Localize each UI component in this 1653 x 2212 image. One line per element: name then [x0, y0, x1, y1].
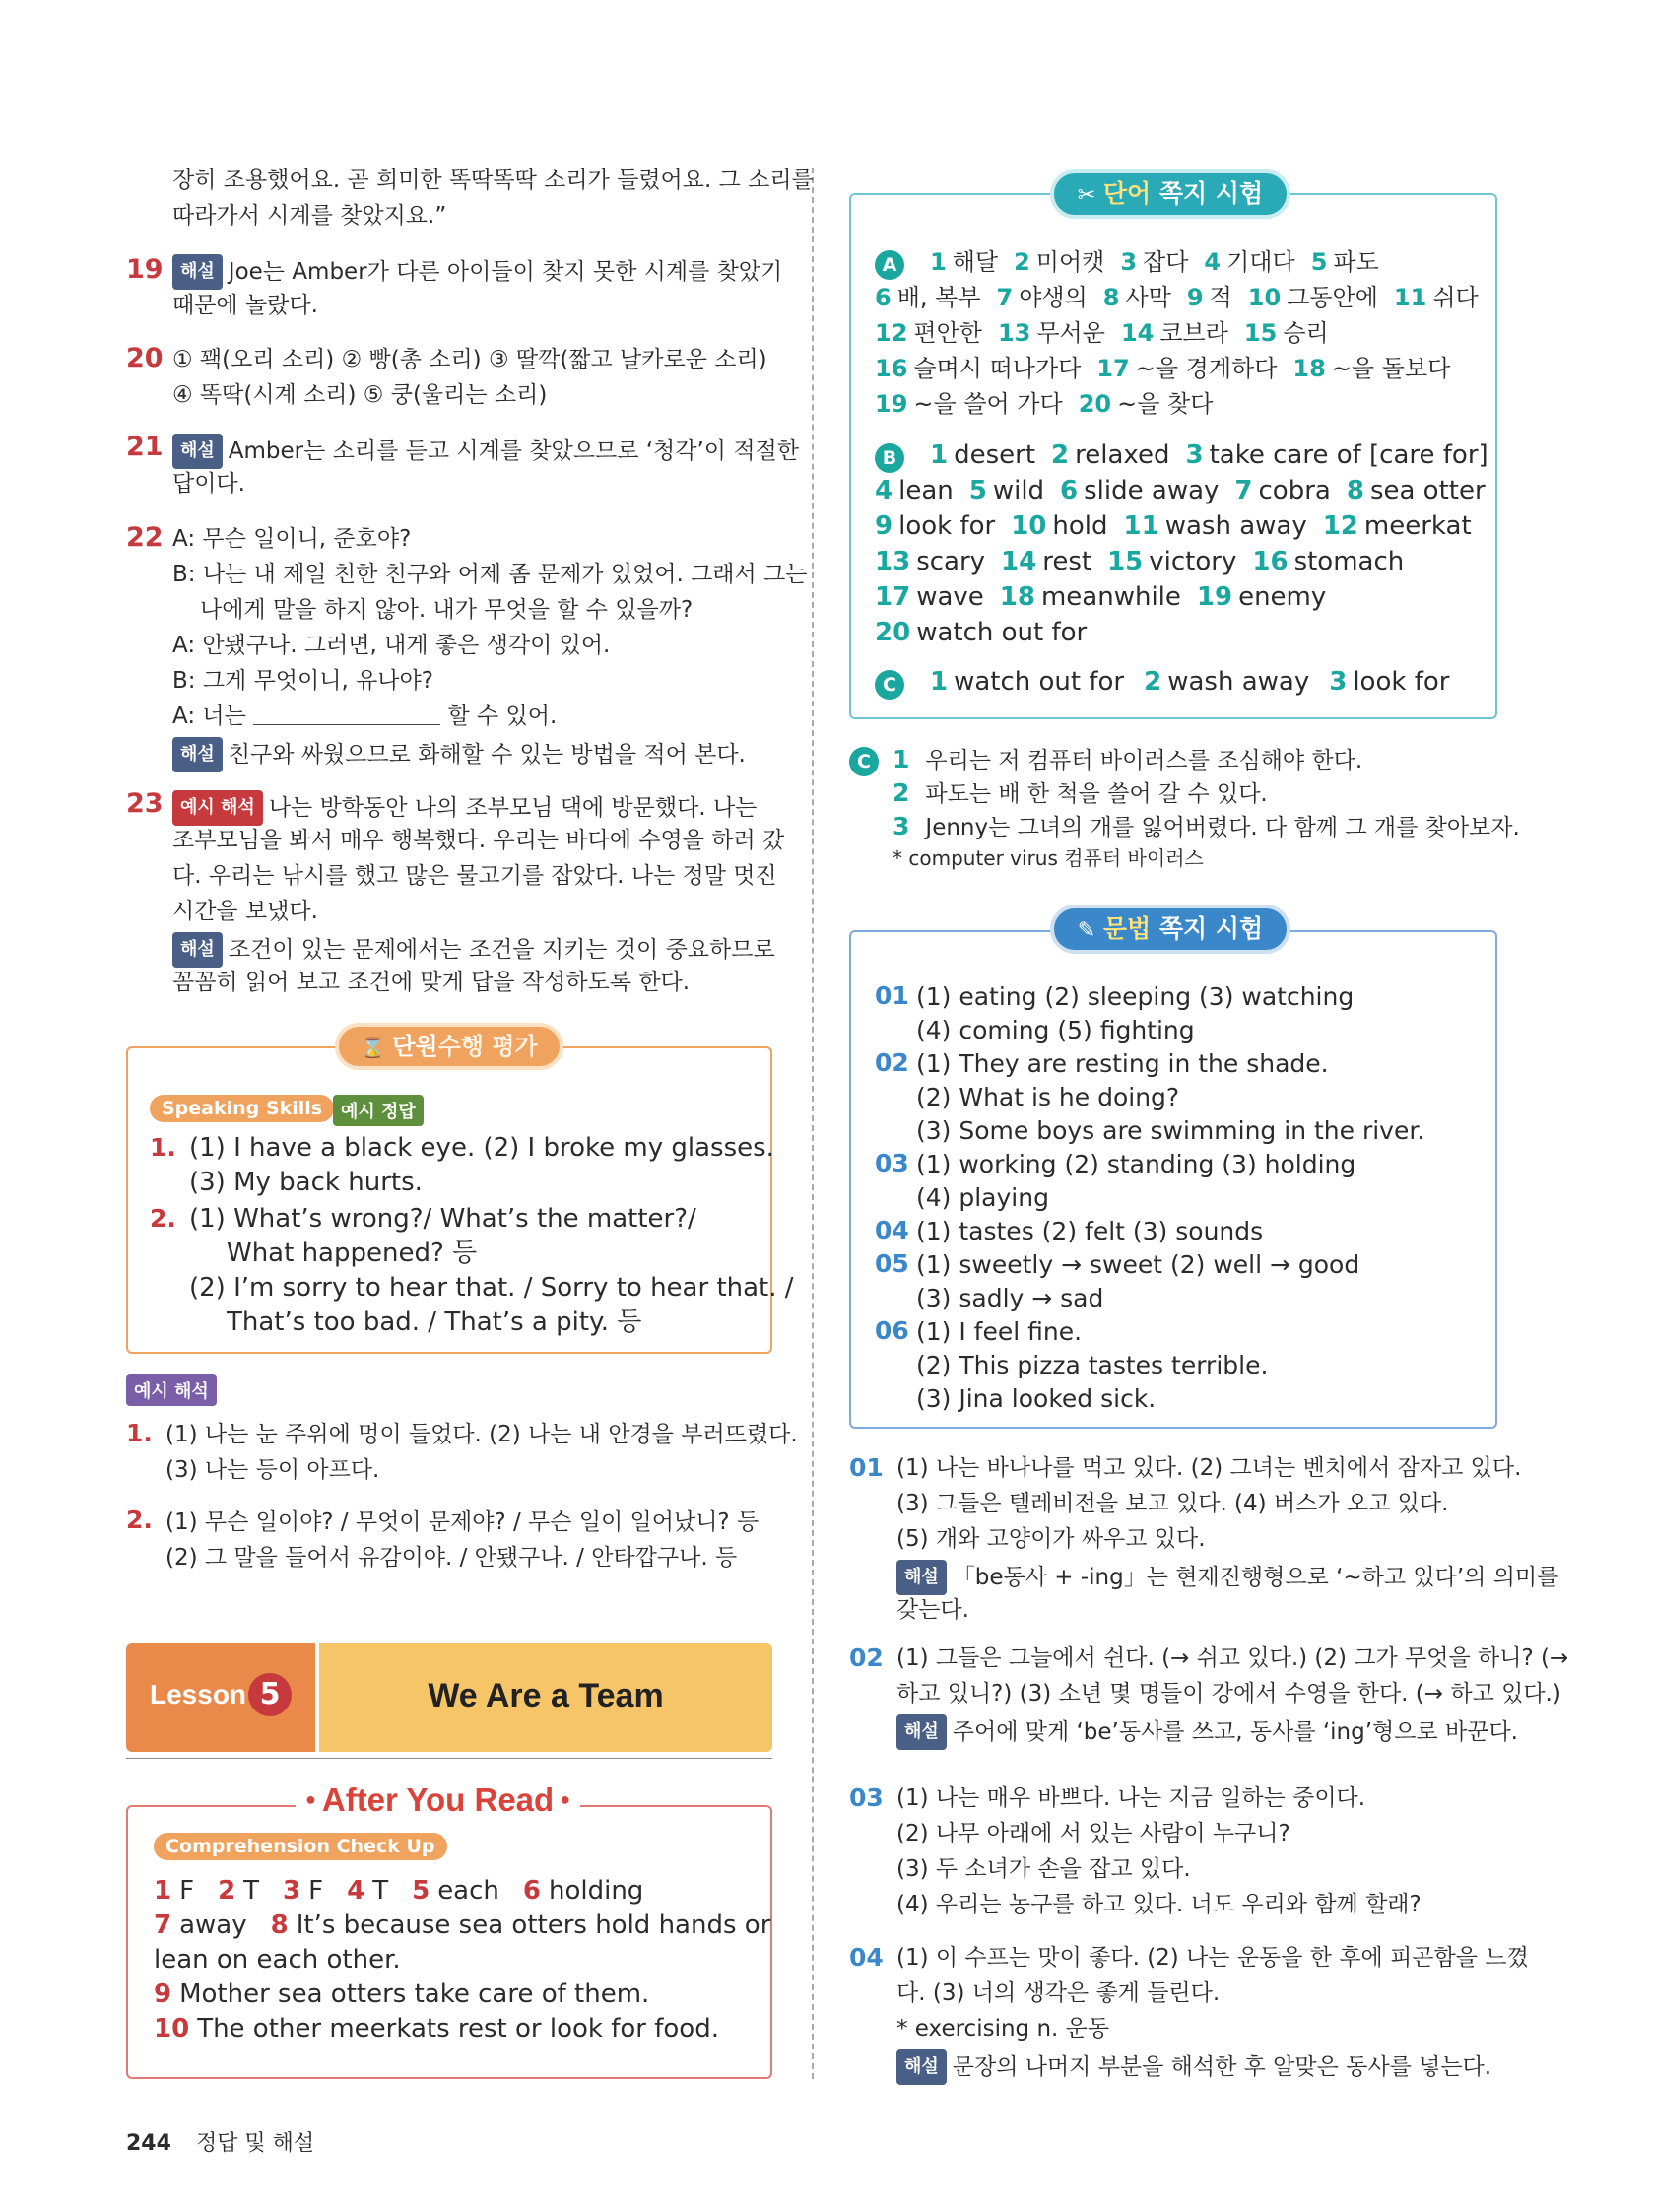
q23-line: 다. 우리는 낚시를 했고 많은 물고기를 잡았다. 나는 정말 멋진: [172, 863, 777, 889]
expl-line: * exercising n. 운동: [896, 2016, 1110, 2042]
vocab-word: meanwhile: [1040, 582, 1181, 612]
vocab-num: 17: [1096, 355, 1130, 382]
eval-line: That’s too bad. / That’s a pity. 등: [227, 1307, 642, 1337]
ctrans-line: [893, 812, 1520, 842]
vocab-word: rest: [1042, 547, 1092, 576]
vocab-word: cobra: [1258, 476, 1331, 505]
vocab-word: wash away: [1164, 511, 1307, 541]
vocab-num: 16: [875, 355, 908, 382]
ctrans-note: * computer virus 컴퓨터 바이러스: [893, 846, 1204, 870]
ayr-line: lean on each other.: [154, 1945, 401, 1975]
grammar-line: (4) coming (5) fighting: [916, 1016, 1195, 1044]
vocab-num: 2: [1014, 248, 1030, 276]
q22-line: 나에게 말을 하지 않아. 내가 무엇을 할 수 있을까?: [200, 597, 694, 623]
vocab-word: 배, 복부: [896, 284, 981, 311]
vocab-num: 15: [1243, 319, 1278, 347]
eval-title-pill: [335, 1023, 563, 1070]
vocab-num: 15: [1107, 547, 1144, 576]
vocab-word: watch out for: [916, 618, 1088, 647]
vocab-title-a: 단어: [1102, 179, 1152, 208]
column-divider: [812, 168, 814, 2079]
q22-line: B: 나는 내 제일 친한 친구와 어제 좀 문제가 있었어. 그래서 그는: [172, 562, 808, 587]
footer-label: 정답 및 해설: [195, 2131, 315, 2156]
vocab-line: [875, 317, 1345, 349]
ctrans-num: 1: [893, 745, 910, 773]
vocab-num: 19: [1196, 582, 1233, 612]
grammar-line: (1) They are resting in the shade.: [916, 1049, 1329, 1078]
vocab-line: [875, 475, 1501, 506]
vocab-word: lean: [898, 476, 954, 505]
explanation-tag: 해설: [896, 1560, 947, 1595]
vocab-num: 1: [930, 440, 949, 470]
vocab-num: 16: [1252, 547, 1289, 576]
q22-line: B: 그게 무엇이니, 유나야?: [172, 668, 433, 694]
bullet-dot: ●: [560, 1789, 571, 1809]
vocab-line: [930, 246, 1395, 278]
vocab-num: 3: [1120, 248, 1138, 276]
vocab-word: desert: [954, 440, 1036, 470]
q19-line: [172, 254, 782, 290]
grammar-line: (4) playing: [916, 1183, 1049, 1212]
vocab-word: 코브라: [1159, 319, 1228, 347]
vocab-word: sea otter: [1369, 476, 1486, 505]
vocab-word: 야생의: [1019, 284, 1088, 311]
trans-line: (2) 그 말을 들어서 유감이야. / 안됐구나. / 안타깝구나. 등: [165, 1545, 738, 1571]
expl-note: [896, 1714, 1518, 1750]
grammar-line: (2) What is he doing?: [916, 1083, 1180, 1111]
q19-line: 때문에 놀랐다.: [172, 293, 318, 318]
question-number: 19: [126, 254, 164, 285]
explanation-tag: 해설: [172, 737, 223, 772]
vocab-word: 미어캣: [1035, 248, 1105, 276]
ctrans-line: [893, 778, 1268, 809]
grammar-title-b: 쪽지 시험: [1151, 914, 1264, 943]
vocab-num: 8: [1102, 284, 1120, 311]
ctrans-text: 우리는 저 컴퓨터 바이러스를 조심해야 한다.: [925, 748, 1363, 773]
vocab-num: 3: [1329, 667, 1348, 697]
vocab-num: 19: [875, 390, 908, 418]
vocab-word: 무서운: [1036, 319, 1105, 347]
ayr-line: [154, 1909, 794, 1942]
vocab-num: 13: [997, 319, 1031, 347]
expl-note-text: 주어에 맞게 ‘be’동사를 쓰고, 동사를 ‘ing’형으로 바꾼다.: [952, 1719, 1518, 1745]
lesson-banner-right: [319, 1643, 772, 1752]
ayr-ans: F: [308, 1876, 324, 1906]
ayr-sub: Comprehension Check Up: [154, 1833, 447, 1860]
expl-line: (5) 개와 고양이가 싸우고 있다.: [896, 1526, 1206, 1552]
lesson-title: We Are a Team: [428, 1677, 664, 1714]
expl-note-text: 문장의 나머지 부분을 해석한 후 알맞은 동사를 넣는다.: [952, 2054, 1492, 2080]
ayr-num: 8: [270, 1910, 289, 1940]
grammar-number: 04: [875, 1216, 909, 1244]
vocab-word: 그동안에: [1287, 284, 1378, 311]
vocab-word: wave: [916, 582, 984, 612]
expl-line: 다. (3) 너의 생각은 좋게 들린다.: [896, 1980, 1221, 2006]
q21-line: 답이다.: [172, 471, 245, 497]
explanation-tag: 해설: [172, 434, 223, 469]
ayr-title: [296, 1781, 580, 1819]
intro-line: 장히 조용했어요. 곧 희미한 똑딱똑딱 소리가 들렸어요. 그 소리를: [172, 168, 814, 193]
grammar-line: (1) sweetly → sweet (2) well → good: [916, 1250, 1360, 1279]
grammar-number: 06: [875, 1316, 909, 1345]
expl-line: (1) 나는 매우 바쁘다. 나는 지금 일하는 중이다.: [896, 1785, 1366, 1811]
q19-line-text: Joe는 Amber가 다른 아이들이 찾지 못한 시계를 찾았기: [228, 259, 783, 285]
vocab-word: look for: [898, 511, 996, 541]
vocab-num: 10: [1247, 284, 1282, 311]
page-number: 244: [126, 2131, 171, 2156]
vocab-num: 18: [999, 582, 1035, 612]
vocab-num: 5: [968, 476, 987, 505]
hourglass-icon: ⌛: [361, 1036, 393, 1059]
ayr-title-text: After You Read: [321, 1781, 555, 1818]
vocab-word: enemy: [1238, 582, 1327, 612]
grammar-title-pill: [1050, 905, 1290, 954]
eval-title-a: 단원: [392, 1033, 438, 1060]
q22-blank-line: [172, 702, 557, 731]
expl-number: 02: [849, 1643, 884, 1672]
scissors-icon: ✂: [1077, 183, 1103, 208]
ayr-num: 1: [154, 1876, 172, 1906]
q23-note-text: 조건이 있는 문제에서는 조건을 지키는 것이 중요하므로: [228, 937, 775, 963]
expl-line: (1) 그들은 그늘에서 쉰다. (→ 쉬고 있다.) (2) 그가 무엇을 하니? (→: [896, 1645, 1569, 1671]
vocab-num: 12: [1322, 511, 1358, 541]
vocab-word: 슬며시 떠나가다: [913, 355, 1082, 382]
expl-note: [896, 2049, 1491, 2085]
ayr-num: 6: [522, 1876, 541, 1906]
expl-number: 03: [849, 1783, 884, 1812]
grammar-line: (3) Jina looked sick.: [916, 1384, 1157, 1413]
vocab-num: 2: [1144, 667, 1162, 697]
vocab-word: 해달: [952, 248, 999, 276]
ayr-ans: Mother sea otters take care of them.: [179, 1979, 650, 2009]
ayr-ans: It’s because sea otters hold hands or: [296, 1910, 771, 1940]
vocab-line: [875, 388, 1228, 420]
vocab-num: 17: [875, 582, 911, 612]
q23-line: 조부모님을 봐서 매우 행복했다. 우리는 바다에 수영을 하러 갔: [172, 828, 785, 853]
expl-line: (3) 두 소녀가 손을 잡고 있다.: [896, 1856, 1191, 1882]
q21-line: [172, 434, 799, 469]
question-number: 22: [126, 522, 164, 553]
lesson-banner-left: [126, 1643, 315, 1752]
section-circle-b: B: [875, 443, 904, 473]
ayr-num: 2: [218, 1876, 236, 1906]
vocab-num: 3: [1185, 440, 1204, 470]
vocab-num: 1: [930, 248, 947, 276]
grammar-number: 03: [875, 1149, 909, 1177]
ayr-ans: F: [179, 1876, 195, 1906]
grammar-line: (1) tastes (2) felt (3) sounds: [916, 1217, 1264, 1245]
pencil-icon: ✎: [1077, 918, 1103, 943]
vocab-num: 8: [1346, 476, 1364, 505]
eval-title-b: 수행 평가: [437, 1033, 538, 1060]
q23-line: [172, 790, 757, 826]
vocab-line: [875, 546, 1420, 577]
vocab-word: relaxed: [1075, 440, 1170, 470]
banner-underline: [126, 1758, 772, 1759]
page-footer: [126, 2126, 314, 2157]
q20-line: ① 꽥(오리 소리) ② 빵(총 소리) ③ 딸깍(짧고 날카로운 소리): [172, 347, 767, 372]
explanation-tag: 예시 해석: [172, 790, 263, 826]
eval-line: (1) What’s wrong?/ What’s the matter?/: [189, 1204, 696, 1234]
vocab-word: hold: [1052, 511, 1108, 541]
grammar-number: 01: [875, 981, 909, 1010]
explanation-tag: 해설: [172, 932, 223, 968]
grammar-line: (1) working (2) standing (3) holding: [916, 1150, 1356, 1178]
vocab-word: ~을 돌보다: [1331, 355, 1451, 382]
vocab-num: 4: [875, 476, 893, 505]
vocab-num: 10: [1011, 511, 1047, 541]
vocab-word: ~을 찾다: [1117, 390, 1214, 418]
eval-item-number: 2.: [150, 1204, 176, 1233]
ayr-line: [154, 1874, 667, 1908]
ayr-num: 3: [283, 1876, 301, 1906]
grammar-line: (2) This pizza tastes terrible.: [916, 1351, 1269, 1379]
vocab-num: 9: [1186, 284, 1204, 311]
trans-line: (3) 나는 등이 아프다.: [165, 1457, 380, 1483]
vocab-word: look for: [1353, 667, 1450, 697]
lesson-label: Lesson: [150, 1679, 247, 1709]
explanation-tag: 해설: [896, 2049, 947, 2085]
expl-line: (1) 이 수프는 맛이 좋다. (2) 나는 운동을 한 후에 피곤함을 느꼈: [896, 1945, 1529, 1971]
grammar-line: (3) Some boys are swimming in the river.: [916, 1116, 1425, 1145]
grammar-number: 02: [875, 1048, 909, 1077]
expl-line: (1) 나는 바나나를 먹고 있다. (2) 그녀는 벤치에서 잠자고 있다.: [896, 1455, 1522, 1481]
vocab-line: [875, 581, 1342, 613]
expl-line: (3) 그들은 텔레비전을 보고 있다. (4) 버스가 오고 있다.: [896, 1491, 1449, 1516]
ayr-ans: each: [437, 1876, 499, 1906]
expl-line: (4) 우리는 농구를 하고 있다. 너도 우리와 함께 할래?: [896, 1892, 1422, 1917]
q22-note: [172, 737, 746, 772]
vocab-num: 11: [1393, 284, 1427, 311]
vocab-line: [930, 666, 1469, 698]
ctrans-num: 2: [893, 778, 910, 807]
q23-note: 꼼꼼히 읽어 보고 조건에 맞게 답을 작성하도록 한다.: [172, 970, 691, 995]
ayr-line: [154, 1977, 649, 2011]
explanation-tag: 해설: [172, 254, 223, 290]
ayr-line: [154, 2012, 719, 2045]
ctrans-num: 3: [893, 812, 910, 840]
speaking-skills-tag: Speaking Skills: [150, 1095, 334, 1122]
vocab-num: 18: [1292, 355, 1326, 382]
grammar-line: (1) I feel fine.: [916, 1317, 1083, 1346]
ayr-ans: holding: [548, 1876, 644, 1906]
vocab-word: meerkat: [1363, 511, 1472, 541]
ayr-num: 4: [347, 1876, 365, 1906]
ayr-num: 10: [154, 2014, 190, 2044]
ayr-num: 5: [412, 1876, 430, 1906]
vocab-num: 20: [1078, 390, 1112, 418]
eval-line: (2) I’m sorry to hear that. / Sorry to hear that. /: [189, 1273, 794, 1303]
q23-line-text: 나는 방학동안 나의 조부모님 댁에 방문했다. 나는: [268, 795, 758, 821]
vocab-word: ~을 쓸어 가다: [913, 390, 1063, 418]
vocab-num: 7: [1234, 476, 1253, 505]
vocab-word: wild: [992, 476, 1045, 505]
ayr-ans: away: [179, 1910, 247, 1940]
eval-line: What happened? 등: [227, 1239, 478, 1268]
vocab-num: 5: [1310, 248, 1328, 276]
vocab-word: slide away: [1084, 476, 1220, 505]
vocab-word: take care of [care for]: [1209, 440, 1488, 470]
answer-tag: 예시 정답: [333, 1095, 424, 1126]
expl-note: [896, 1560, 1558, 1595]
vocab-word: wash away: [1167, 667, 1310, 697]
expl-line: 하고 있니?) (3) 소년 몇 명들이 강에서 수영을 한다. (→ 하고 있다.): [896, 1681, 1561, 1707]
grammar-title-a: 문법: [1102, 914, 1152, 943]
expl-number: 01: [849, 1453, 884, 1482]
q21-line-text: Amber는 소리를 듣고 시계를 찾았으므로 ‘청각’이 적절한: [228, 438, 799, 464]
vocab-num: 12: [875, 319, 908, 347]
ayr-num: 7: [154, 1910, 172, 1940]
expl-note-text: 「be동사 + -ing」는 현재진행형으로 ‘~하고 있다’의 의미를: [952, 1565, 1559, 1590]
vocab-num: 11: [1123, 511, 1159, 541]
q22-line: A: 안됐구나. 그러면, 내게 좋은 생각이 있어.: [172, 633, 611, 658]
vocab-line: [875, 282, 1494, 313]
vocab-word: 쉬다: [1432, 284, 1479, 311]
vocab-word: 기대다: [1226, 248, 1295, 276]
ayr-ans: T: [372, 1876, 389, 1906]
trans-tag: 예시 해석: [126, 1374, 217, 1406]
lesson-number: 5: [248, 1673, 292, 1716]
vocab-num: 13: [875, 547, 911, 576]
vocab-word: scary: [916, 547, 986, 576]
explanation-tag: 해설: [896, 1714, 947, 1750]
trans-number: 1.: [126, 1419, 153, 1447]
q23-line: 시간을 보냈다.: [172, 899, 318, 924]
expl-number: 04: [849, 1943, 884, 1972]
vocab-num: 14: [1120, 319, 1155, 347]
vocab-line: [930, 439, 1504, 471]
expl-note: 갖는다.: [896, 1597, 969, 1623]
vocab-word: victory: [1149, 547, 1237, 576]
vocab-title-pill: [1050, 169, 1290, 219]
q22-prompt: A: 너는: [172, 704, 254, 729]
grammar-line: (1) eating (2) sleeping (3) watching: [916, 982, 1355, 1011]
question-number: 23: [126, 788, 164, 819]
question-number: 20: [126, 343, 164, 373]
q20-line: ④ 똑딱(시계 소리) ⑤ 쿵(울리는 소리): [172, 382, 548, 408]
section-circle-a: A: [875, 250, 904, 280]
expl-line: (2) 나무 아래에 서 있는 사람이 누구니?: [896, 1821, 1290, 1846]
vocab-num: 6: [875, 284, 892, 311]
section-circle-c: C: [875, 670, 904, 700]
intro-line: 따라가서 시계를 찾았지요.”: [172, 203, 447, 229]
vocab-num: 14: [1001, 547, 1037, 576]
vocab-word: 파도: [1333, 248, 1379, 276]
vocab-word: stomach: [1293, 547, 1405, 576]
bullet-dot: ●: [305, 1789, 316, 1809]
vocab-word: ~을 경계하다: [1135, 355, 1278, 382]
ayr-num: 9: [154, 1979, 172, 2009]
trans-line: (1) 나는 눈 주위에 멍이 들었다. (2) 나는 내 안경을 부러뜨렸다.: [165, 1422, 798, 1447]
vocab-line: [875, 617, 1102, 648]
q22-note-text: 친구와 싸웠으므로 화해할 수 있는 방법을 적어 본다.: [228, 742, 746, 768]
eval-line: (1) I have a black eye. (2) I broke my glasses.: [189, 1133, 774, 1163]
q22-line: A: 무슨 일이니, 준호야?: [172, 526, 412, 552]
vocab-num: 4: [1204, 248, 1222, 276]
ctrans-line: [893, 745, 1362, 775]
vocab-num: 7: [996, 284, 1014, 311]
vocab-word: 사막: [1125, 284, 1171, 311]
vocab-word: 적: [1209, 284, 1232, 311]
vocab-title-b: 쪽지 시험: [1151, 179, 1264, 208]
ayr-ans: The other meerkats rest or look for food.: [197, 2014, 719, 2044]
eval-item-number: 1.: [150, 1133, 176, 1162]
vocab-num: 1: [930, 667, 949, 697]
ayr-ans: T: [243, 1876, 260, 1906]
answer-blank: [253, 705, 440, 725]
q23-note: [172, 932, 775, 968]
vocab-num: 6: [1060, 476, 1079, 505]
ctrans-text: 파도는 배 한 척을 쓸어 갈 수 있다.: [925, 781, 1268, 807]
vocab-word: 승리: [1283, 319, 1329, 347]
grammar-number: 05: [875, 1249, 909, 1278]
vocab-word: watch out for: [954, 667, 1125, 697]
vocab-num: 2: [1051, 440, 1070, 470]
vocab-word: 잡다: [1143, 248, 1189, 276]
vocab-line: [875, 353, 1466, 384]
grammar-line: (3) sadly → sad: [916, 1284, 1104, 1312]
ctrans-text: Jenny는 그녀의 개를 잃어버렸다. 다 함께 그 개를 찾아보자.: [925, 815, 1520, 840]
vocab-line: [875, 510, 1488, 542]
section-circle-c: C: [849, 747, 879, 776]
vocab-num: 9: [875, 511, 893, 541]
vocab-num: 20: [875, 618, 911, 647]
trans-number: 2.: [126, 1506, 153, 1534]
question-number: 21: [126, 432, 164, 462]
q22-suffix: 할 수 있어.: [440, 704, 558, 729]
vocab-word: 편안한: [913, 319, 982, 347]
eval-line: (3) My back hurts.: [189, 1168, 423, 1197]
trans-line: (1) 무슨 일이야? / 무엇이 문제야? / 무슨 일이 일어났니? 등: [165, 1509, 760, 1535]
